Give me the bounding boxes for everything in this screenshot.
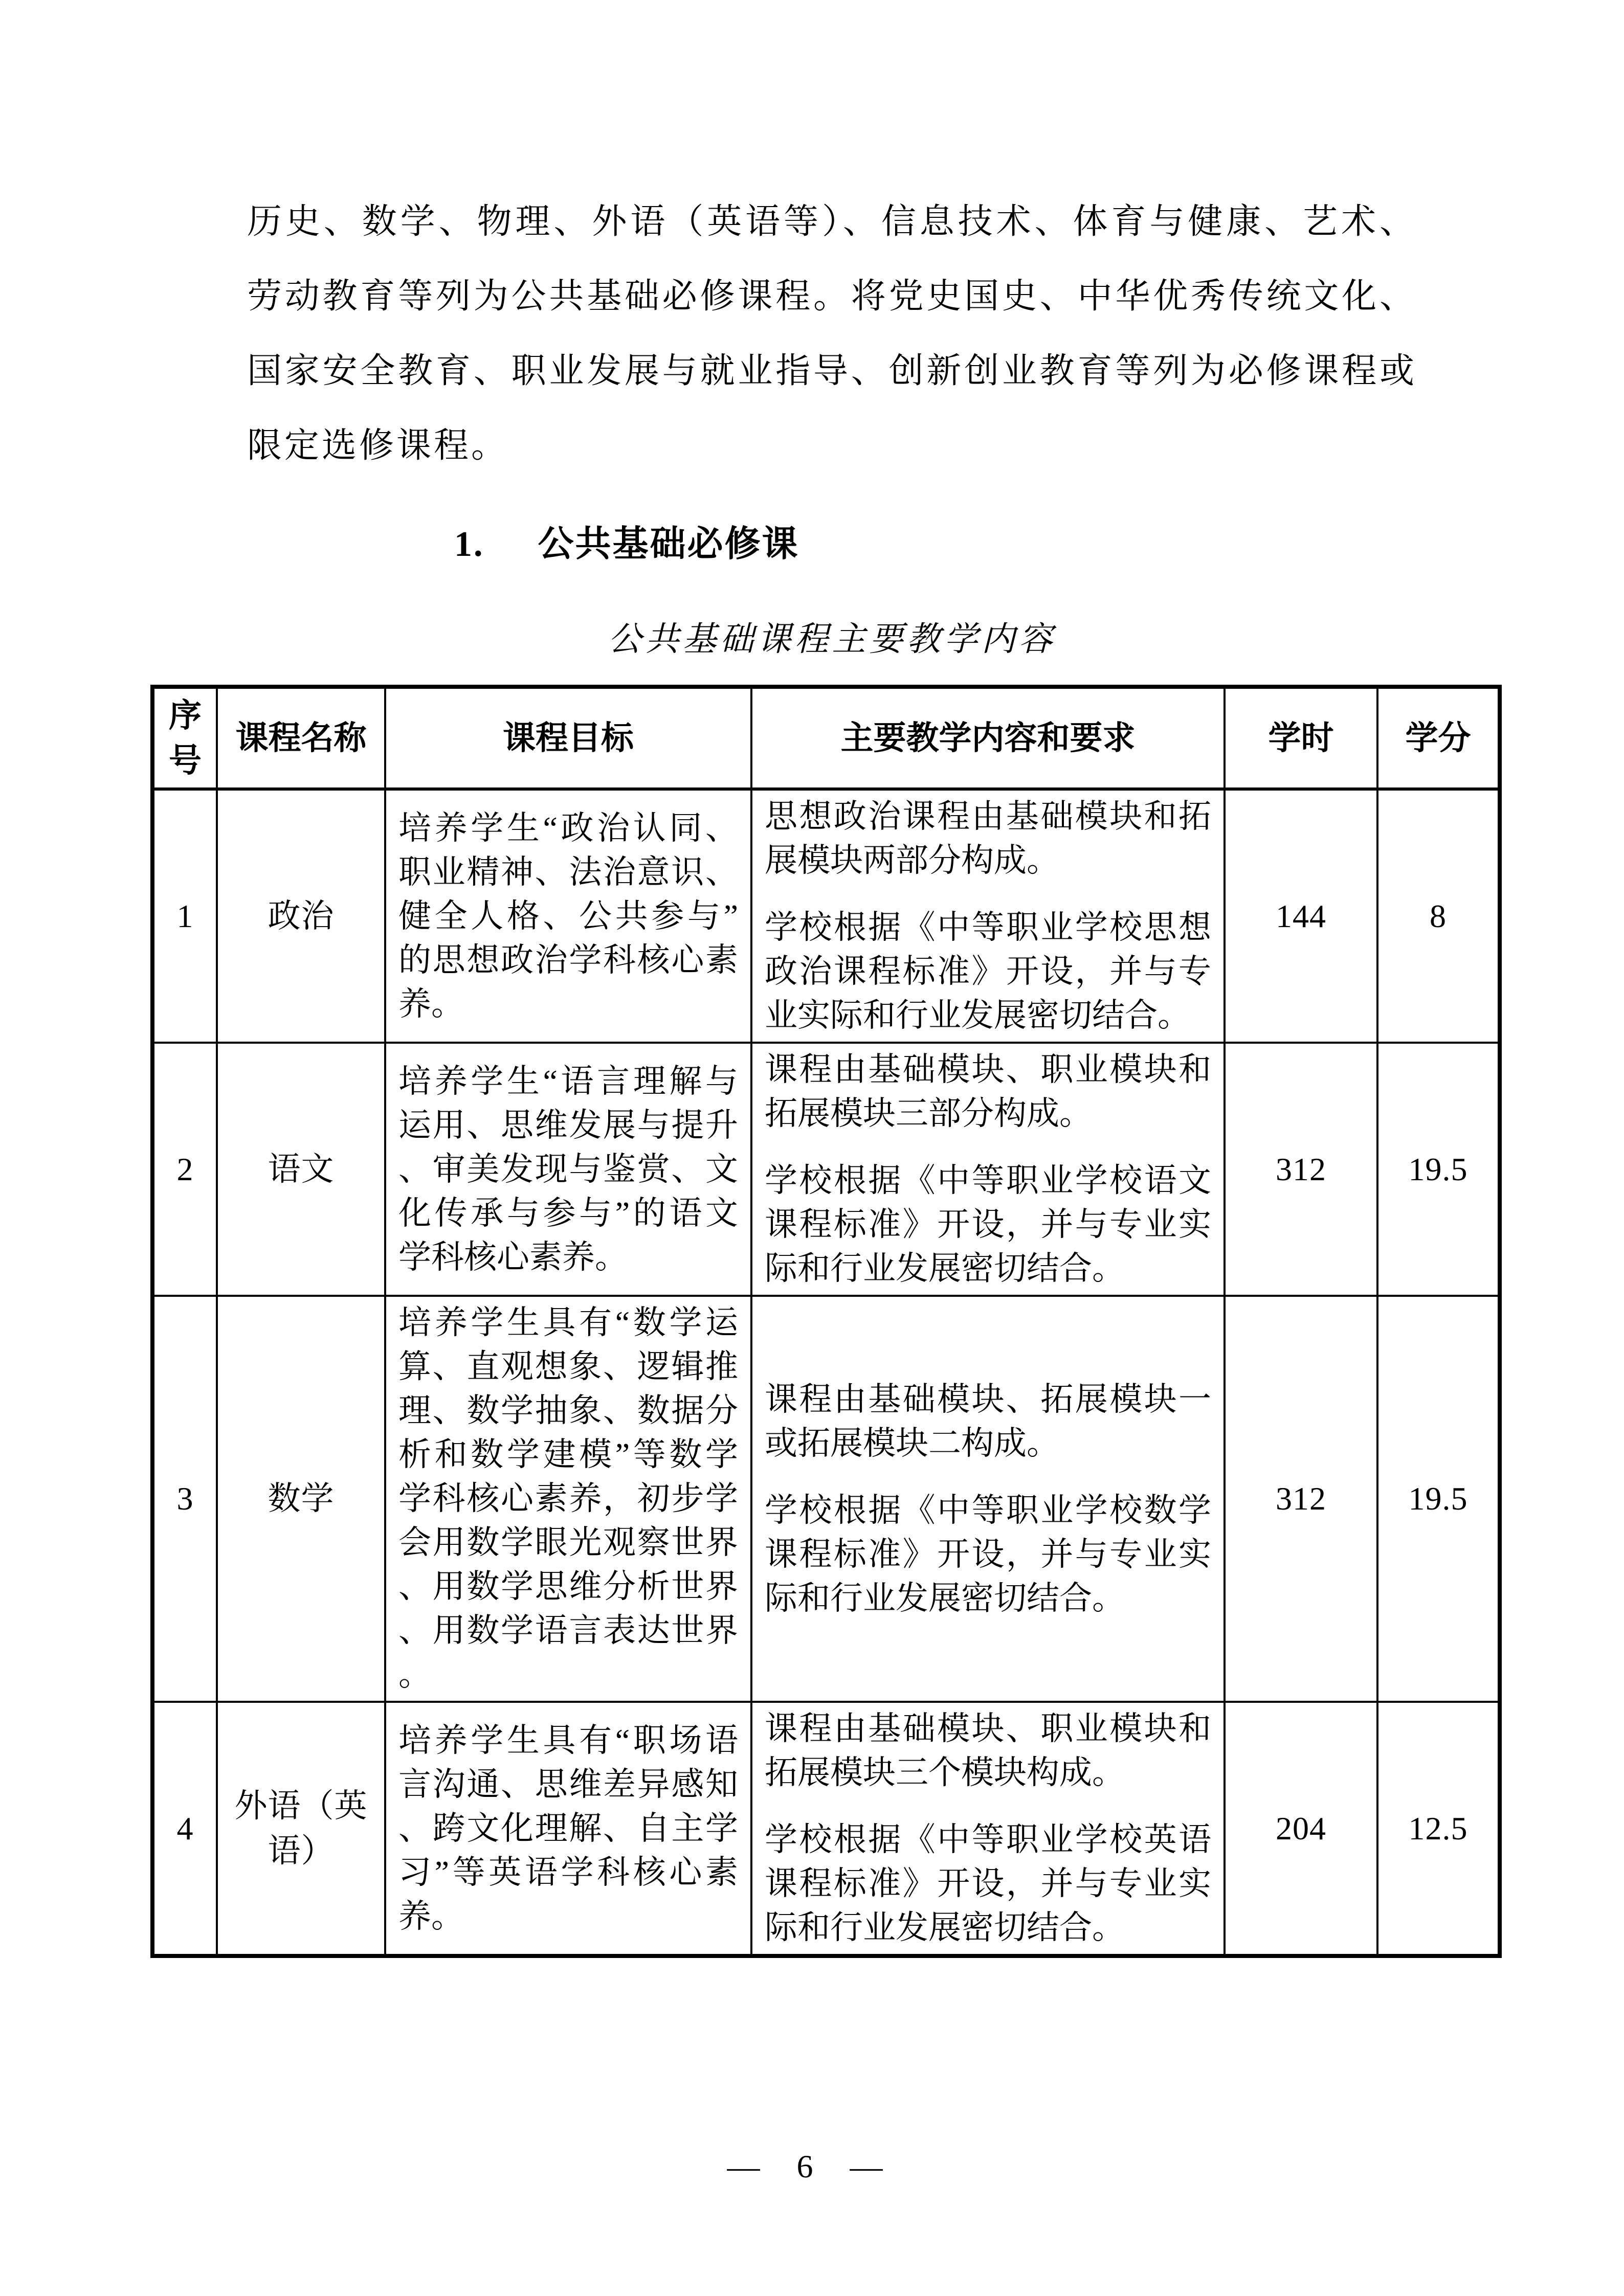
cell-content-paragraph: 思想政治课程由基础模块和拓展模块两部分构成。 [765,798,1211,879]
cell-course: 数学 [217,1296,385,1702]
header-credits: 学分 [1377,687,1500,789]
cell-hours: 312 [1225,1043,1377,1296]
intro-paragraph: 历史、数学、物理、外语（英语等）、信息技术、体育与健康、艺术、劳动教育等列为公共基础必修课程。将党史国史、中华优秀传统文化、国家安全教育、职业发展与就业指导、创新创业教育等列为必修课程或限定选修课程。 [247,202,1417,465]
cell-course: 外语（英语） [217,1702,385,1956]
page-number: — 6 — [727,2148,897,2185]
page-content [0,0,1624,677]
section-heading-number: 1. [454,525,484,564]
cell-hours: 204 [1225,1702,1377,1956]
table-row [152,1702,1500,1956]
cell-content-paragraph: 学校根据《中等职业学校数学课程标准》开设，并与专业实际和行业发展密切结合。 [765,1492,1211,1616]
cell-hours: 144 [1225,789,1377,1043]
cell-content-paragraph: 学校根据《中等职业学校语文课程标准》开设，并与专业实际和行业发展密切结合。 [765,1162,1211,1287]
table-row [152,1296,1500,1702]
cell-content [751,1296,1225,1702]
cell-no: 4 [152,1702,217,1956]
cell-course: 政治 [217,789,385,1043]
table-row [152,789,1500,1043]
cell-content-paragraph: 学校根据《中等职业学校英语课程标准》开设，并与专业实际和行业发展密切结合。 [765,1821,1211,1946]
header-course: 课程名称 [217,687,385,789]
cell-content [751,789,1225,1043]
section-heading [247,507,1417,582]
cell-content-paragraph: 学校根据《中等职业学校思想政治课程标准》开设，并与专业实际和行业发展密切结合。 [765,909,1211,1033]
cell-no: 2 [152,1043,217,1296]
cell-course: 语文 [217,1043,385,1296]
cell-credits: 8 [1377,789,1500,1043]
cell-content [751,1702,1225,1956]
header-hours: 学时 [1225,687,1377,789]
cell-credits: 12.5 [1377,1702,1500,1956]
table-title: 公共基础课程主要教学内容 [608,621,1056,658]
cell-objective: 培养学生“语言理解与运用、思维发展与提升、审美发现与鉴赏、文化传承与参与”的语文学科核心素养。 [385,1043,751,1296]
table-row [152,1043,1500,1296]
cell-objective: 培养学生具有“职场语言沟通、思维差异感知、跨文化理解、自主学习”等英语学科核心素养。 [385,1702,751,1956]
cell-credits: 19.5 [1377,1043,1500,1296]
cell-credits: 19.5 [1377,1296,1500,1702]
header-objective: 课程目标 [385,687,751,789]
section-heading-text: 公共基础必修课 [538,525,799,564]
cell-no: 1 [152,789,217,1043]
cell-no: 3 [152,1296,217,1702]
cell-objective: 培养学生具有“数学运算、直观想象、逻辑推理、数学抽象、数据分析和数学建模”等数学学科核心素养，初步学会用数学眼光观察世界、用数学思维分析世界、用数学语言表达世界。 [385,1296,751,1702]
cell-content-paragraph: 课程由基础模块、职业模块和拓展模块三个模块构成。 [765,1710,1211,1791]
cell-objective: 培养学生“政治认同、职业精神、法治意识、健全人格、公共参与”的思想政治学科核心素养。 [385,789,751,1043]
table-header-row [152,687,1500,789]
cell-hours: 312 [1225,1296,1377,1702]
course-table [150,685,1502,1958]
cell-content [751,1043,1225,1296]
cell-content-paragraph: 课程由基础模块、职业模块和拓展模块三部分构成。 [765,1051,1211,1132]
header-content: 主要教学内容和要求 [751,687,1225,789]
cell-content-paragraph: 课程由基础模块、拓展模块一或拓展模块二构成。 [765,1381,1211,1461]
header-no: 序号 [152,687,217,789]
